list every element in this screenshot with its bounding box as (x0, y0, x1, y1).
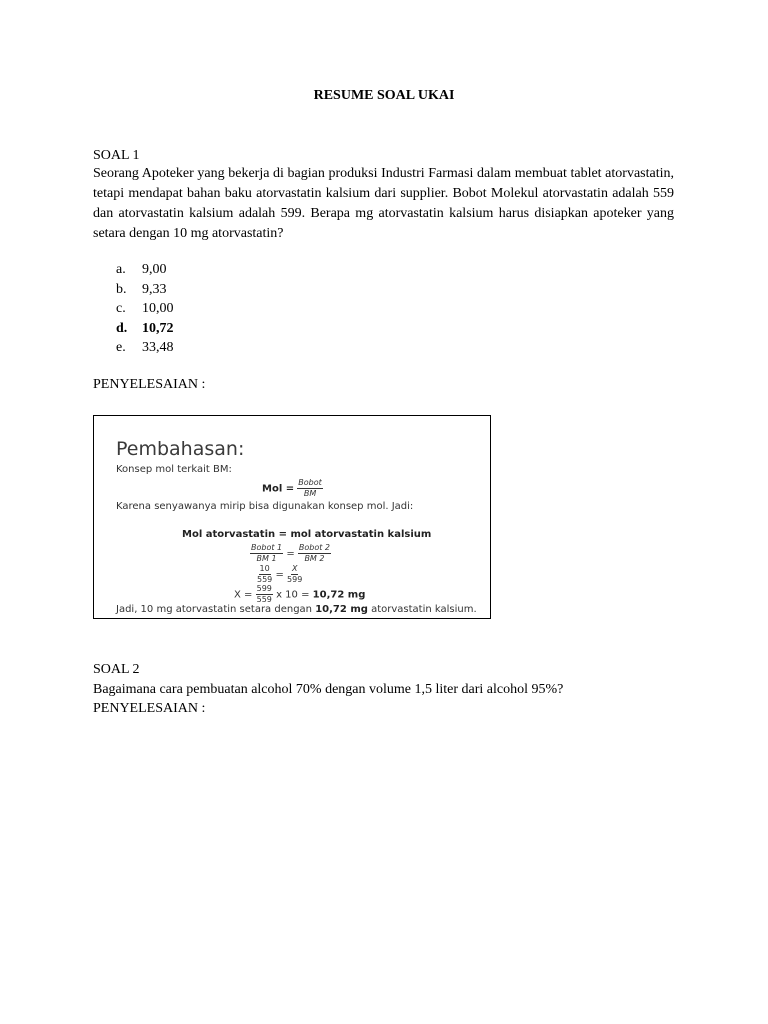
option-text: 33,48 (142, 340, 174, 355)
option-text: 10,72 (142, 320, 174, 336)
option-a (116, 260, 174, 280)
conclusion-pre: Jadi, 10 mg atorvastatin setara dengan (116, 604, 313, 615)
fraction-denominator: BM (303, 489, 317, 498)
equals-sign: = (286, 548, 295, 560)
option-letter: b. (116, 281, 127, 297)
option-text: 10,00 (142, 301, 174, 316)
soal1-question: Seorang Apoteker yang bekerja di bagian produksi Industri Farmasi dalam membuat tablet atorvastatin, tetapi mendapat bahan baku atorvastatin kalsium dari supplier. Bobot Molekul atorvastatin adalah 559 dan atorvastatin kalsium adalah 599. Berapa mg atorvastatin kalsium harus disiapkan apoteker yang setara dengan 10 mg atorvastatin? (93, 166, 674, 241)
option-text: 9,33 (142, 281, 167, 297)
option-text: 9,00 (142, 262, 167, 277)
mol-label: Mol = (262, 483, 295, 495)
equation-row-1 (250, 543, 331, 564)
fraction-denominator: 559 (256, 595, 272, 604)
figure-heading: Pembahasan: (116, 438, 245, 460)
figure-line-1: Konsep mol terkait BM: (116, 464, 232, 475)
option-letter: d. (116, 320, 128, 336)
page-title: RESUME SOAL UKAI (313, 88, 455, 103)
option-letter: e. (116, 340, 126, 355)
fraction-numerator: Bobot 1 (251, 543, 283, 552)
fraction-1 (250, 543, 283, 564)
fraction-denominator: 559 (257, 575, 273, 584)
soal1-heading: SOAL 1 (93, 148, 140, 163)
option-d-answer (116, 319, 174, 339)
option-c (116, 299, 174, 319)
conclusion-post: atorvastatin kalsium. (371, 604, 477, 615)
equation-row-2 (257, 564, 302, 585)
fraction-numerator: X (291, 564, 298, 573)
mol-formula (262, 478, 323, 499)
soal2-question: Bagaimana cara pembuatan alcohol 70% dengan volume 1,5 liter dari alcohol 95%? (93, 682, 564, 697)
fraction-4 (287, 564, 302, 585)
fraction-2 (298, 543, 331, 564)
figure-conclusion (116, 604, 477, 615)
fraction-numerator: 10 (259, 564, 270, 573)
x-tail: x 10 = (276, 589, 310, 601)
fraction-numerator: Bobot (298, 478, 322, 487)
soal2-solution-label: PENYELESAIAN : (93, 701, 206, 716)
fraction-numerator: Bobot 2 (298, 543, 331, 552)
solution-figure (93, 415, 491, 619)
fraction-denominator: BM 2 (304, 554, 325, 563)
x-label: X = (234, 589, 253, 601)
conclusion-bold: 10,72 mg (315, 604, 368, 615)
fraction-denominator: 599 (287, 575, 303, 584)
equation-row-3 (234, 584, 365, 605)
option-e (116, 338, 174, 358)
option-b (116, 280, 174, 300)
soal1-options (116, 260, 174, 358)
mol-fraction (297, 478, 323, 499)
option-letter: a. (116, 262, 126, 277)
equation-title: Mol atorvastatin = mol atorvastatin kalsium (182, 529, 432, 540)
fraction-denominator: BM 1 (256, 554, 277, 563)
fraction-3 (257, 564, 272, 585)
equals-sign: = (275, 569, 284, 581)
soal2-heading: SOAL 2 (93, 662, 140, 677)
soal1-solution-label: PENYELESAIAN : (93, 377, 206, 392)
x-result: 10,72 mg (312, 589, 366, 601)
figure-line-2: Karena senyawanya mirip bisa digunakan konsep mol. Jadi: (116, 501, 414, 512)
fraction-numerator: 599 (256, 584, 272, 593)
option-letter: c. (116, 301, 126, 316)
fraction-5 (256, 584, 273, 605)
